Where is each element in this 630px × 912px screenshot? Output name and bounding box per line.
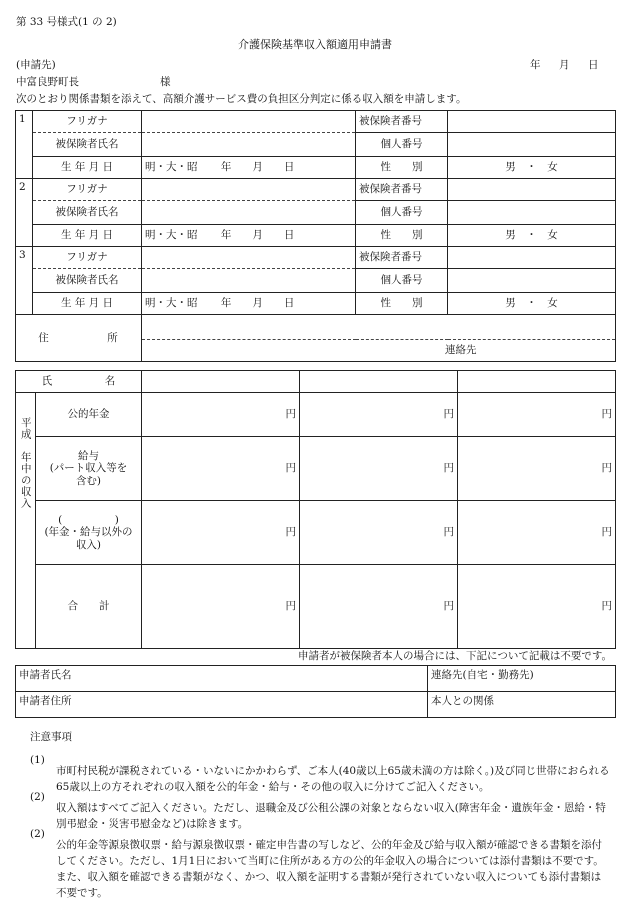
note-item-3: [30, 826, 610, 912]
yen-unit: 円: [443, 408, 454, 421]
salary-amount-2[interactable]: [300, 437, 458, 501]
personal-number-label: 個人番号: [356, 201, 448, 225]
other-amount-1[interactable]: [142, 501, 300, 565]
insured-name-field[interactable]: [142, 201, 356, 225]
yen-unit: 円: [285, 600, 296, 613]
intro-text: 次のとおり関係書類を添えて、高額介護サービス費の負担区分判定に係る収入額を申請します。: [16, 93, 467, 105]
applicant-name-label: 申請者氏名: [19, 669, 72, 681]
yen-unit: 円: [443, 600, 454, 613]
row-number: 2: [16, 179, 33, 247]
yen-unit: 円: [285, 462, 296, 475]
insured-number-field[interactable]: [448, 247, 616, 269]
applicant-relation-label: 本人との関係: [431, 695, 494, 707]
furigana-field[interactable]: [142, 247, 356, 269]
salary-label-text: 給与: [78, 449, 99, 462]
note-text: 公的年金等源泉徴収票・給与源泉徴収票・確定申告書の写しなど、公的年金及び給与収入額が確認できる書類を添付してください。ただし、1月1日において当町に住所がある方の公的年金収入の場合については添付書類は不要です。また、収入額を確認できる書類がなく、かつ、収入額を証明する書類が発行されていない収入についても添付書類は不要です。: [56, 838, 604, 900]
personal-number-field[interactable]: [448, 201, 616, 225]
insured-name-label: 被保険者氏名: [33, 201, 142, 225]
address-label: 住 所: [16, 315, 142, 362]
applicant-note: 申請者が被保険者本人の場合には、下記について記載は不要です。: [298, 650, 612, 662]
gender-options[interactable]: 男 ・ 女: [448, 293, 616, 315]
pension-amount-2[interactable]: [300, 393, 458, 437]
address-contact[interactable]: [142, 340, 616, 362]
total-label-text: 合 計: [67, 600, 110, 613]
salary-sub-text: (パート収入等を含む): [49, 462, 128, 487]
insured-name-label: 被保険者氏名: [33, 269, 142, 293]
salary-label: [36, 437, 142, 501]
addressee-label: (申請先): [16, 59, 56, 71]
insured-number-label: 被保険者番号: [356, 179, 448, 201]
birthdate-field[interactable]: [142, 157, 356, 179]
address-field[interactable]: [142, 315, 616, 340]
row-number: 3: [16, 247, 33, 315]
pension-amount-3[interactable]: [458, 393, 616, 437]
insured-name-field[interactable]: [142, 133, 356, 157]
row-number: 1: [16, 111, 33, 179]
furigana-label: フリガナ: [33, 247, 142, 269]
birthdate-label: 生 年 月 日: [33, 293, 142, 315]
applicant-relation-field[interactable]: [428, 692, 616, 718]
total-amount-1[interactable]: [142, 565, 300, 649]
salary-amount-3[interactable]: [458, 437, 616, 501]
note-number: (1): [30, 754, 45, 766]
note-text: 収入額はすべてご記入ください。ただし、退職金及び公租公課の対象とならない収入(障害年金・遺族年金・恩給・特別弔慰金・災害弔慰金など)は除きます。: [56, 801, 606, 830]
gender-label: 性 別: [356, 225, 448, 247]
personal-number-field[interactable]: [448, 133, 616, 157]
income-name-field-3[interactable]: [458, 371, 616, 393]
note-number: (2): [30, 828, 45, 840]
yen-unit: 円: [443, 526, 454, 539]
birthdate-field[interactable]: [142, 225, 356, 247]
note-number: (2): [30, 791, 45, 803]
era-options: 明・大・昭: [145, 161, 198, 174]
personal-number-label: 個人番号: [356, 133, 448, 157]
furigana-field[interactable]: [142, 179, 356, 201]
ymd-labels: 年 月 日: [220, 229, 295, 242]
notes-heading: 注意事項: [30, 731, 72, 743]
income-name-label: 氏 名: [16, 371, 142, 393]
applicant-contact-field[interactable]: [428, 666, 616, 692]
form-number: 第 33 号様式(1 の 2): [16, 16, 117, 28]
personal-number-label: 個人番号: [356, 269, 448, 293]
other-income-label: [36, 501, 142, 565]
other-income-label-text: ( ): [58, 513, 119, 526]
furigana-label: フリガナ: [33, 111, 142, 133]
yen-unit: 円: [285, 526, 296, 539]
total-amount-2[interactable]: [300, 565, 458, 649]
addressee: 中富良野町長: [16, 76, 79, 88]
furigana-label: フリガナ: [33, 179, 142, 201]
yen-unit: 円: [601, 462, 612, 475]
pension-label: [36, 393, 142, 437]
form-title: 介護保険基準収入額適用申請書: [238, 38, 392, 51]
date-fields: 年 月 日: [530, 59, 603, 71]
ymd-labels: 年 月 日: [220, 161, 295, 174]
pension-amount-1[interactable]: [142, 393, 300, 437]
insured-name-label: 被保険者氏名: [33, 133, 142, 157]
applicant-contact-label: 連絡先(自宅・勤務先): [431, 669, 534, 681]
birthdate-field[interactable]: [142, 293, 356, 315]
era-options: 明・大・昭: [145, 297, 198, 310]
insured-number-label: 被保険者番号: [356, 111, 448, 133]
gender-label: 性 別: [356, 293, 448, 315]
birthdate-label: 生 年 月 日: [33, 225, 142, 247]
income-name-field-2[interactable]: [300, 371, 458, 393]
insured-name-field[interactable]: [142, 269, 356, 293]
furigana-field[interactable]: [142, 111, 356, 133]
insured-number-field[interactable]: [448, 179, 616, 201]
yen-unit: 円: [601, 526, 612, 539]
applicant-name-field[interactable]: [16, 666, 428, 692]
total-label: [36, 565, 142, 649]
pension-label-text: 公的年金: [67, 408, 110, 421]
insured-table: [15, 110, 616, 362]
ymd-labels: 年 月 日: [220, 297, 295, 310]
yen-unit: 円: [285, 408, 296, 421]
applicant-table: [15, 665, 616, 718]
note-text: 市町村民税が課税されている・いないにかかわらず、ご本人(40歳以上65歳未満の方は除く。)及び同じ世帯におられる65歳以上の方それぞれの収入額を公的年金・給与・その他の収入に分けてご記入ください。: [56, 764, 610, 793]
insured-number-field[interactable]: [448, 111, 616, 133]
salary-amount-1[interactable]: [142, 437, 300, 501]
other-amount-3[interactable]: [458, 501, 616, 565]
income-year-text: 平成 年中の収入: [19, 417, 32, 509]
insured-number-label: 被保険者番号: [356, 247, 448, 269]
contact-label: 連絡先: [445, 344, 477, 357]
gender-options[interactable]: 男 ・ 女: [448, 225, 616, 247]
honorific: 様: [160, 76, 171, 88]
gender-label: 性 別: [356, 157, 448, 179]
yen-unit: 円: [601, 600, 612, 613]
applicant-address-label: 申請者住所: [19, 695, 72, 707]
birthdate-label: 生 年 月 日: [33, 157, 142, 179]
income-name-field-1[interactable]: [142, 371, 300, 393]
yen-unit: 円: [601, 408, 612, 421]
income-year-label: [16, 393, 36, 649]
total-amount-3[interactable]: [458, 565, 616, 649]
income-table: [15, 370, 616, 649]
other-income-sub-text: (年金・給与以外の収入): [44, 526, 133, 551]
applicant-address-field[interactable]: [16, 692, 428, 718]
yen-unit: 円: [443, 462, 454, 475]
gender-options[interactable]: 男 ・ 女: [448, 157, 616, 179]
personal-number-field[interactable]: [448, 269, 616, 293]
era-options: 明・大・昭: [145, 229, 198, 242]
other-amount-2[interactable]: [300, 501, 458, 565]
